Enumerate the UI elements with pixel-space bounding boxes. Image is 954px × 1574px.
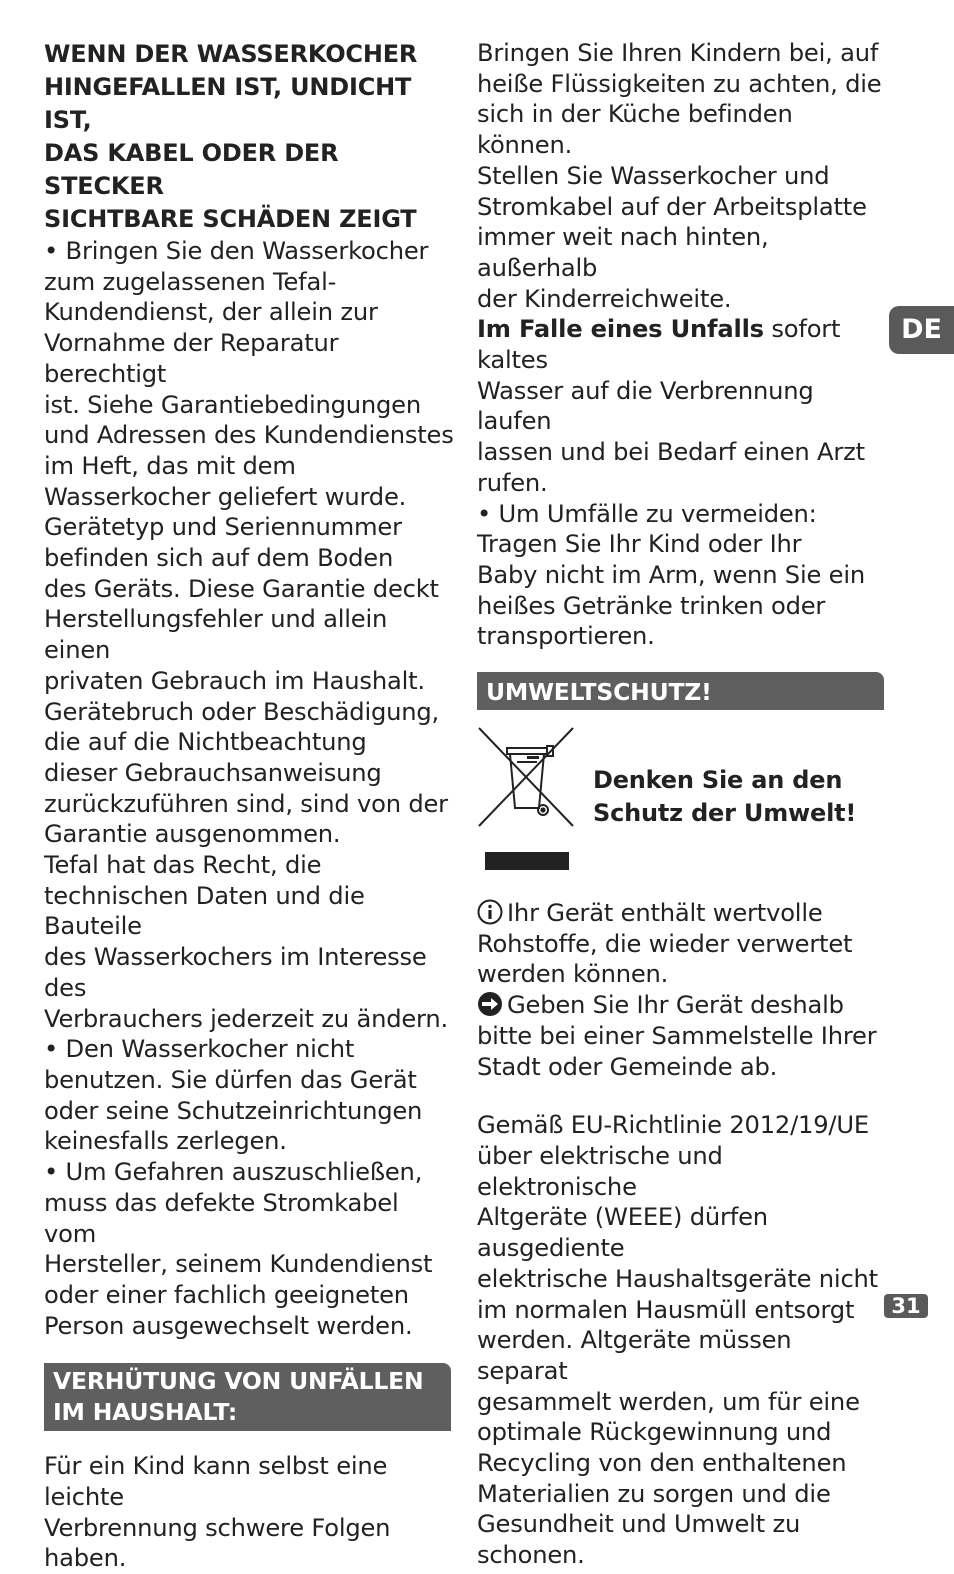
- left-column: [44, 38, 456, 1574]
- weee-block: [477, 722, 889, 870]
- damage-heading: WENN DER WASSERKOCHER HINGEFALLEN IST, UNDICHT IST, DAS KABEL ODER DER STECKER SICHTBARE SCHÄDEN ZEIGT: [44, 40, 418, 233]
- arrow-right-circle-icon: [477, 991, 503, 1017]
- accident-text: [477, 314, 889, 498]
- cable-bullet: • Um Gefahren auszuschließen, muss das defekte Stromkabel vom Hersteller, seinem Kundendienst oder einer fachlich geeigneten Person ausgewechselt werden.: [44, 1158, 433, 1340]
- carry-baby-bullet: • Um Umfälle zu vermeiden: Tragen Sie Ihr Kind oder Ihr Baby nicht im Arm, wenn Sie ein heißes Getränke trinken oder transportieren.: [477, 499, 865, 651]
- weee-slogan: Denken Sie an den Schutz der Umwelt!: [593, 766, 857, 828]
- crossed-out-bin-icon: [477, 726, 581, 870]
- accident-bold-label: Im Falle eines Unfalls: [477, 315, 764, 344]
- info-text-content: Ihr Gerät enthält wertvolle Rohstoffe, die wieder verwertet werden können.: [477, 899, 853, 989]
- accident-prevention-heading: VERHÜTUNG VON UNFÄLLEN IM HAUSHALT:: [44, 1363, 451, 1431]
- right-column: [477, 38, 889, 1571]
- children-advice-text: Bringen Sie Ihren Kindern bei, auf heiße Flüssigkeiten zu achten, die sich in der Küche befinden können. Stellen Sie Wasserkocher und Stromkabel auf der Arbeitsplatte immer weit nach hinten, außerhalb der Kinderreichweite.: [477, 39, 882, 313]
- accident-rest: sofort kaltes Wasser auf die Verbrennung laufen lassen und bei Bedarf einen Arzt rufen.: [477, 315, 865, 497]
- environment-heading: UMWELTSCHUTZ!: [477, 672, 884, 710]
- no-use-bullet: • Den Wasserkocher nicht benutzen. Sie dürfen das Gerät oder seine Schutzeinrichtungen keinesfalls zerlegen.: [44, 1035, 423, 1156]
- return-text: [477, 990, 889, 1082]
- burn-warning-text: Für ein Kind kann selbst eine leichte Verbrennung schwere Folgen haben.: [44, 1452, 391, 1573]
- repair-bullet: • Bringen Sie den Wasserkocher zum zugelassenen Tefal- Kundendienst, der allein zur Vornahme der Reparatur berechtigt ist. Siehe Garantiebedingungen und Adressen des Kundendienstes im Heft, das mit dem Wasserkocher geliefert wurde. Gerätetyp und Seriennummer befinden sich auf dem Boden des Geräts. Diese Garantie deckt Herstellungsfehler und allein einen privaten Gebrauch im Haushalt. Gerätebruch oder Beschädigung, die auf die Nichtbeachtung dieser Gebrauchsanweisung zurückzuführen sind, sind von der Garantie ausgenommen. Tefal hat das Recht, die technischen Daten und die Bauteile des Wasserkochers im Interesse des Verbrauchers jederzeit zu ändern.: [44, 237, 454, 1033]
- weee-directive-text: Gemäß EU-Richtlinie 2012/19/UE über elektrische und elektronische Altgeräte (WEEE) dürfen ausgediente elektrische Haushaltsgeräte nicht im normalen Hausmüll entsorgt werden. Altgeräte müssen separat gesammelt werden, um für eine optimale Rückgewinnung und Recycling von den enthaltenen Materialien zu sorgen und die Gesundheit und Umwelt zu schonen.: [477, 1111, 878, 1570]
- page-number: 31: [884, 1294, 928, 1318]
- return-text-content: Geben Sie Ihr Gerät deshalb bitte bei einer Sammelstelle Ihrer Stadt oder Gemeinde ab.: [477, 991, 877, 1081]
- info-icon: [477, 899, 503, 925]
- info-text: [477, 898, 889, 990]
- language-tab: DE: [889, 306, 954, 354]
